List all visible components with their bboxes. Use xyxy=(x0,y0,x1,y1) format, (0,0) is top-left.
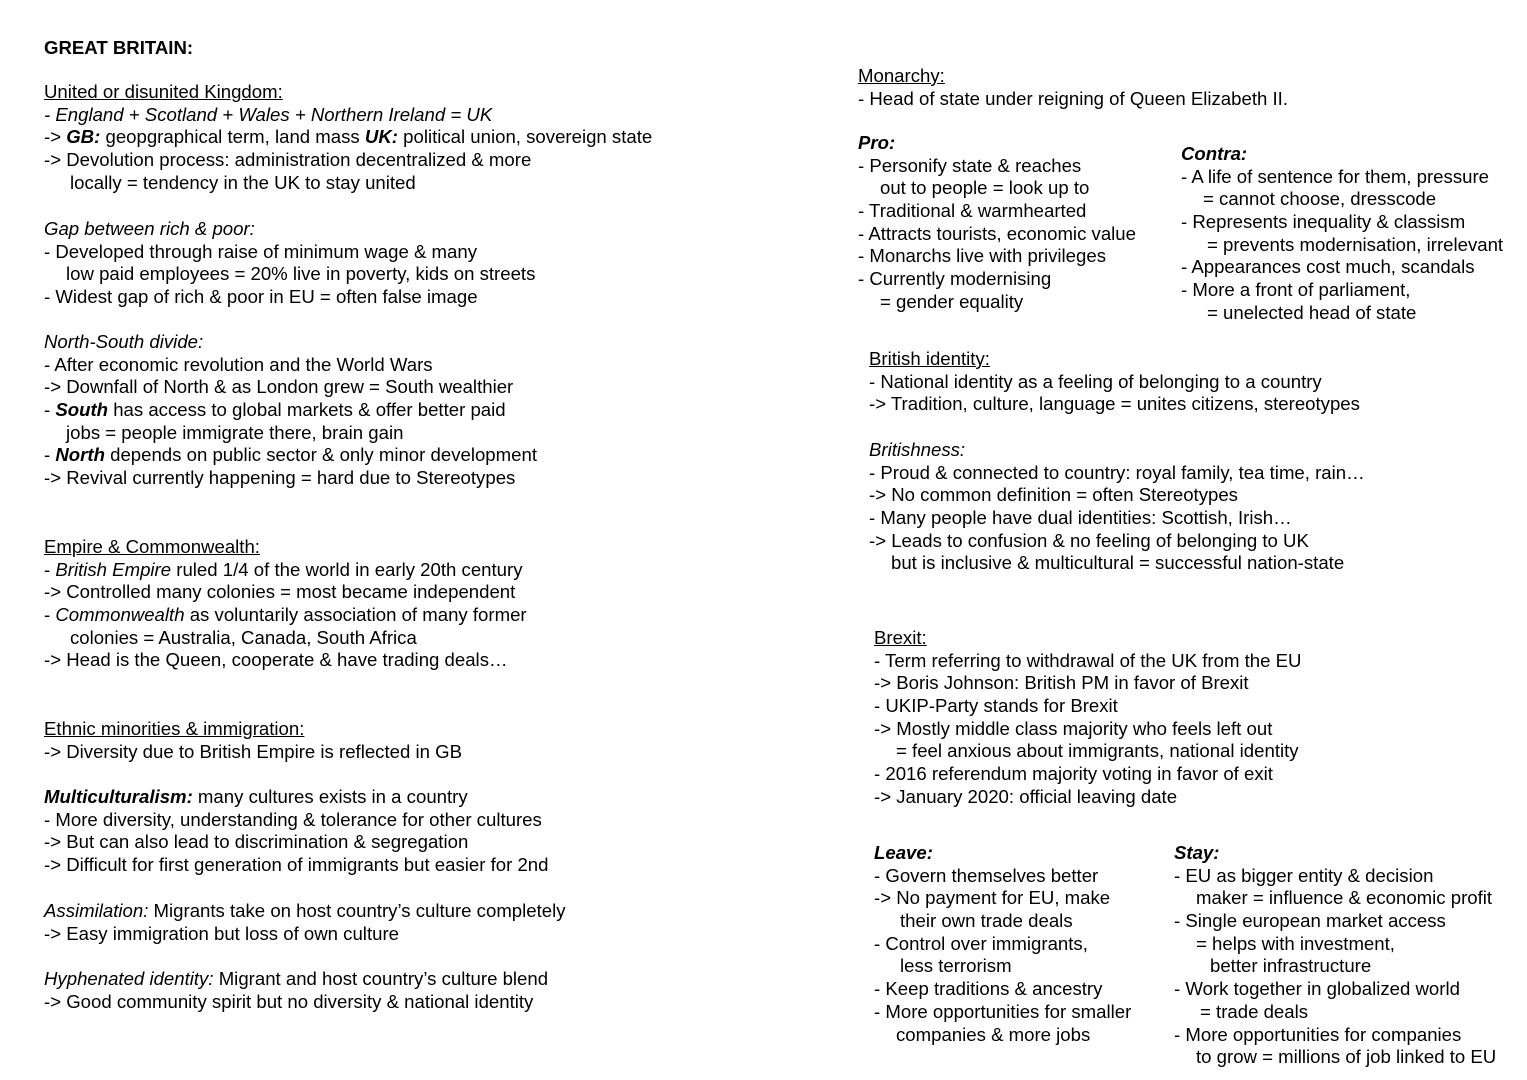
text-line: -> Easy immigration but loss of own culture xyxy=(44,922,399,944)
text-line: -> Head is the Queen, cooperate & have trading deals… xyxy=(44,649,508,671)
list-item: - Represents inequality & classism xyxy=(1181,211,1466,233)
section-heading: Pro: xyxy=(858,132,896,153)
list-item: = gender equality xyxy=(880,290,1024,312)
section-heading: Ethnic minorities & immigration: xyxy=(44,718,305,739)
text-line: - England + Scotland + Wales + Northern Ireland = UK xyxy=(44,103,493,125)
text-line: - North depends on public sector & only minor development xyxy=(44,444,537,466)
text-line: -> Difficult for first generation of immigrants but easier for 2nd xyxy=(44,854,549,876)
list-item: = cannot choose, dresscode xyxy=(1203,188,1437,210)
section-heading: Gap between rich & poor: xyxy=(44,218,255,239)
text-line: - Term referring to withdrawal of the UK from the EU xyxy=(874,649,1302,671)
text-line: -> But can also lead to discrimination & segregation xyxy=(44,831,469,853)
section-heading: Leave: xyxy=(874,842,933,863)
section-multiculturalism xyxy=(44,786,549,877)
section-heading: Britishness: xyxy=(869,439,966,460)
text-line: - More diversity, understanding & tolerance for other cultures xyxy=(44,808,542,830)
text-line: -> Downfall of North & as London grew = South wealthier xyxy=(44,376,514,398)
list-item: - More a front of parliament, xyxy=(1181,279,1411,301)
page-title: GREAT BRITAIN: xyxy=(44,37,194,58)
section-empire xyxy=(44,536,527,672)
text-line: colonies = Australia, Canada, South Africa xyxy=(70,626,417,648)
text-line: -> Good community spirit but no diversity & national identity xyxy=(44,990,534,1012)
section-heading: Monarchy: xyxy=(858,65,945,86)
text-line: -> January 2020: official leaving date xyxy=(874,785,1178,807)
list-item: - More opportunities for smaller xyxy=(874,1000,1132,1022)
list-item: = trade deals xyxy=(1200,1000,1309,1022)
list-item: - A life of sentence for them, pressure xyxy=(1181,165,1489,187)
text-line: - 2016 referendum majority voting in favor of exit xyxy=(874,763,1273,785)
list-item: companies & more jobs xyxy=(896,1023,1091,1045)
text-line: - National identity as a feeling of belonging to a country xyxy=(869,370,1322,392)
text-line: -> Revival currently happening = hard due to Stereotypes xyxy=(44,467,516,489)
section-contra xyxy=(1181,143,1503,325)
text-line: - Many people have dual identities: Scottish, Irish… xyxy=(869,507,1292,529)
section-heading: Stay: xyxy=(1174,842,1220,863)
section-hyphenated xyxy=(44,968,548,1013)
list-item: less terrorism xyxy=(900,955,1012,977)
section-britishness xyxy=(869,439,1365,575)
text-line: -> Tradition, culture, language = unites citizens, stereotypes xyxy=(869,393,1360,415)
text-line: - After economic revolution and the World Wars xyxy=(44,353,433,375)
section-heading: United or disunited Kingdom: xyxy=(44,81,283,102)
list-item: = unelected head of state xyxy=(1207,301,1417,323)
text-line: -> No common definition = often Stereotypes xyxy=(869,484,1238,506)
list-item: - Appearances cost much, scandals xyxy=(1181,256,1475,278)
text-line: - UKIP-Party stands for Brexit xyxy=(874,695,1118,717)
text-line: -> Devolution process: administration decentralized & more xyxy=(44,149,532,171)
section-monarchy xyxy=(858,65,1288,110)
text-line: -> Controlled many colonies = most became independent xyxy=(44,581,516,603)
section-british-identity xyxy=(869,348,1360,416)
list-item: - Personify state & reaches xyxy=(858,154,1082,176)
list-item: maker = influence & economic profit xyxy=(1196,887,1493,909)
list-item: = prevents modernisation, irrelevant xyxy=(1207,233,1504,255)
list-item: - Control over immigrants, xyxy=(874,932,1088,954)
text-line: - South has access to global markets & offer better paid xyxy=(44,399,506,421)
section-gap-rich-poor xyxy=(44,218,535,309)
section-stay xyxy=(1174,842,1496,1069)
list-item: - Keep traditions & ancestry xyxy=(874,978,1103,1000)
section-leave xyxy=(874,842,1131,1046)
list-item: -> No payment for EU, make xyxy=(874,887,1111,909)
section-heading: Empire & Commonwealth: xyxy=(44,536,260,557)
text-line: = feel anxious about immigrants, national identity xyxy=(896,740,1299,762)
section-pro xyxy=(858,132,1136,314)
section-brexit xyxy=(874,627,1301,809)
list-item: - More opportunities for companies xyxy=(1174,1023,1462,1045)
list-item: - Attracts tourists, economic value xyxy=(858,222,1136,244)
text-line: jobs = people immigrate there, brain gain xyxy=(66,421,404,443)
section-heading: Contra: xyxy=(1181,143,1248,164)
list-item: - Currently modernising xyxy=(858,268,1052,290)
text-line: -> GB: geopgraphical term, land mass UK: political union, sovereign state xyxy=(44,126,653,148)
list-item: their own trade deals xyxy=(900,910,1073,932)
text-line: Hyphenated identity: Migrant and host country’s culture blend xyxy=(44,968,549,989)
list-item: - EU as bigger entity & decision xyxy=(1174,864,1434,886)
text-line: Assimilation: Migrants take on host country’s culture completely xyxy=(44,900,566,921)
text-line: locally = tendency in the UK to stay united xyxy=(70,171,416,193)
section-assimilation xyxy=(44,900,566,945)
text-line: - Proud & connected to country: royal family, tea time, rain… xyxy=(869,461,1365,483)
section-ethnic xyxy=(44,718,462,763)
list-item: - Traditional & warmhearted xyxy=(858,200,1087,222)
text-line: - Head of state under reigning of Queen Elizabeth II. xyxy=(858,87,1288,109)
text-line: -> Mostly middle class majority who feels left out xyxy=(874,717,1273,739)
section-north-south xyxy=(44,331,537,490)
list-item: - Govern themselves better xyxy=(874,864,1099,886)
text-line: -> Diversity due to British Empire is reflected in GB xyxy=(44,740,462,762)
text-line: - Widest gap of rich & poor in EU = often false image xyxy=(44,286,478,308)
text-line: -> Leads to confusion & no feeling of belonging to UK xyxy=(869,529,1309,551)
list-item: better infrastructure xyxy=(1210,955,1372,977)
text-line: low paid employees = 20% live in poverty, kids on streets xyxy=(66,263,536,285)
list-item: - Single european market access xyxy=(1174,910,1446,932)
section-heading: British identity: xyxy=(869,348,990,369)
list-item: - Work together in globalized world xyxy=(1174,978,1460,1000)
section-heading: North-South divide: xyxy=(44,331,204,352)
section-united-kingdom xyxy=(44,81,652,194)
text-line: - Commonwealth as voluntarily association of many former xyxy=(44,604,527,626)
text-line: - Developed through raise of minimum wage & many xyxy=(44,240,478,262)
text-line: Multiculturalism: many cultures exists in a country xyxy=(44,786,468,807)
text-line: -> Boris Johnson: British PM in favor of Brexit xyxy=(874,672,1249,694)
list-item: to grow = millions of job linked to EU xyxy=(1196,1046,1497,1068)
text-line: - British Empire ruled 1/4 of the world in early 20th century xyxy=(44,558,523,580)
text-line: but is inclusive & multicultural = successful nation-state xyxy=(891,552,1345,574)
list-item: = helps with investment, xyxy=(1196,932,1395,954)
list-item: out to people = look up to xyxy=(880,177,1090,199)
list-item: - Monarchs live with privileges xyxy=(858,245,1107,267)
section-heading: Brexit: xyxy=(874,627,927,648)
